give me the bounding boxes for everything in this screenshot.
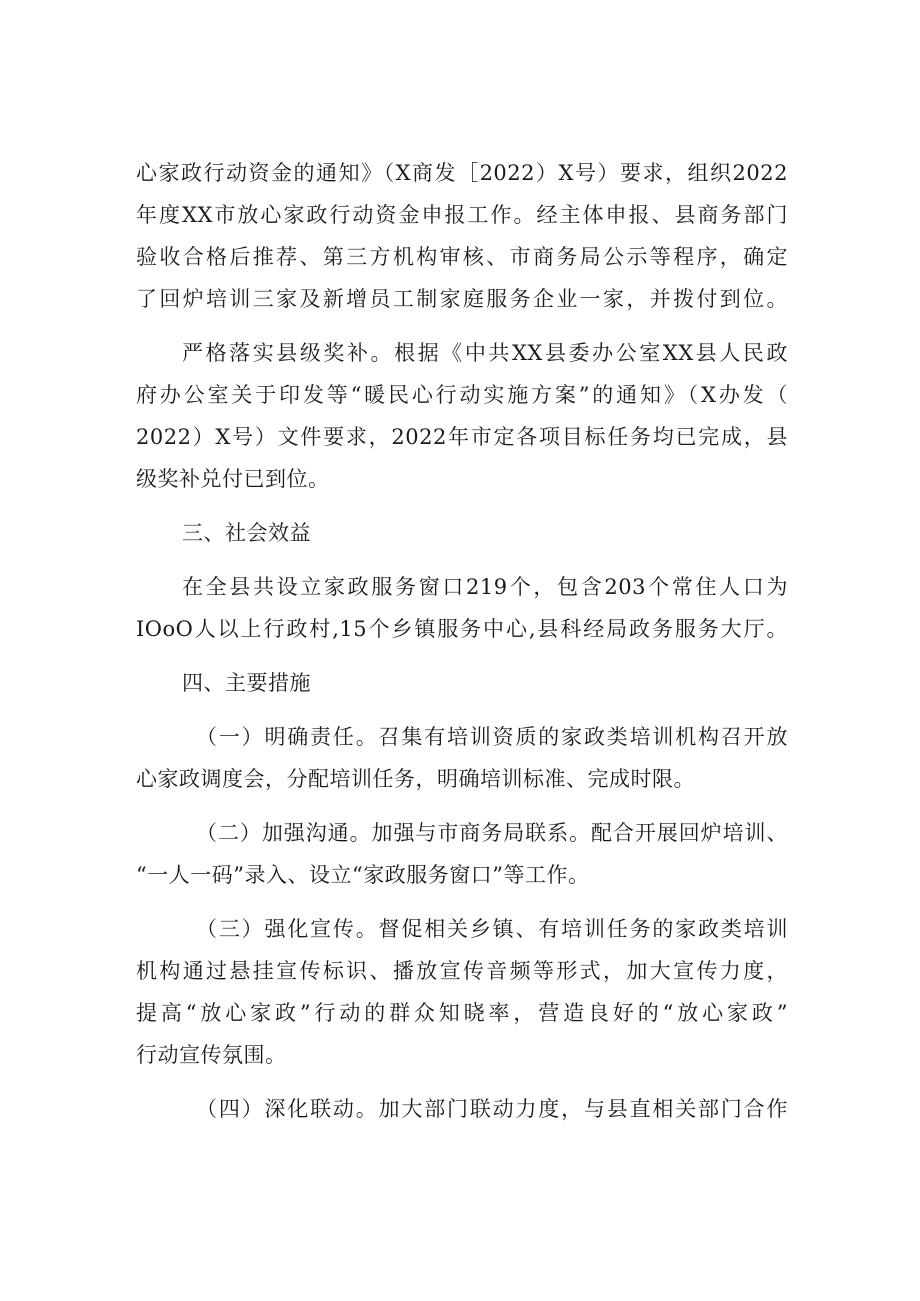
paragraph-measure-3 xyxy=(136,908,788,1076)
text-line: 严格落实县级奖补。根据《中共XX县委办公室XX县人民政 xyxy=(182,341,788,365)
text-line: 级奖补兑付已到位。 xyxy=(136,467,330,491)
paragraph-measure-2 xyxy=(136,812,788,896)
paragraph-measure-1 xyxy=(136,716,788,800)
text-line: 验收合格后推荐、第三方机构审核、市商务局公示等程序，确定 xyxy=(136,245,788,269)
text-line: 心家政调度会，分配培训任务，明确培训标准、完成时限。 xyxy=(136,767,695,791)
text-line: 2022）X号）文件要求，2022年市定各项目标任务均已完成，县 xyxy=(136,425,788,449)
paragraph-social-benefit xyxy=(136,566,788,650)
section-heading: 三、社会效益 xyxy=(182,521,311,545)
text-line: （二）加强沟通。加强与市商务局联系。配合开展回炉培训、 xyxy=(196,821,788,845)
text-line: IOoO人以上行政村,15个乡镇服务中心,县科经局政务服务大厅。 xyxy=(136,617,788,641)
text-line: 了回炉培训三家及新增员工制家庭服务企业一家，并拨付到位。 xyxy=(136,287,788,311)
text-line: 年度XX市放心家政行动资金申报工作。经主体申报、县商务部门 xyxy=(136,203,788,227)
paragraph-county-reward xyxy=(136,332,788,500)
paragraph-funds xyxy=(136,152,788,320)
text-line: “一人一码”录入、设立“家政服务窗口”等工作。 xyxy=(136,863,590,887)
paragraph-measure-4 xyxy=(136,1088,788,1130)
text-line: （三）强化宣传。督促相关乡镇、有培训任务的家政类培训 xyxy=(196,917,788,941)
text-line: 在全县共设立家政服务窗口219个，包含203个常住人口为 xyxy=(182,575,788,599)
section-heading: 四、主要措施 xyxy=(182,671,311,695)
text-line: 行动宣传氛围。 xyxy=(136,1043,287,1067)
text-line: 提高“放心家政”行动的群众知晓率，营造良好的“放心家政” xyxy=(136,1001,788,1025)
section-heading-social-benefit xyxy=(136,512,788,554)
section-heading-main-measures xyxy=(136,662,788,704)
text-line: 机构通过悬挂宣传标识、播放宣传音频等形式，加大宣传力度， xyxy=(136,959,788,983)
text-line: 府办公室关于印发等“暖民心行动实施方案”的通知》（X办发（ xyxy=(136,383,788,407)
document-body xyxy=(136,152,788,1130)
text-line: （一）明确责任。召集有培训资质的家政类培训机构召开放 xyxy=(196,725,788,749)
text-line: 心家政行动资金的通知》（X商发［2022）X号）要求，组织2022 xyxy=(136,161,788,185)
text-line: （四）深化联动。加大部门联动力度，与县直相关部门合作 xyxy=(196,1097,788,1121)
